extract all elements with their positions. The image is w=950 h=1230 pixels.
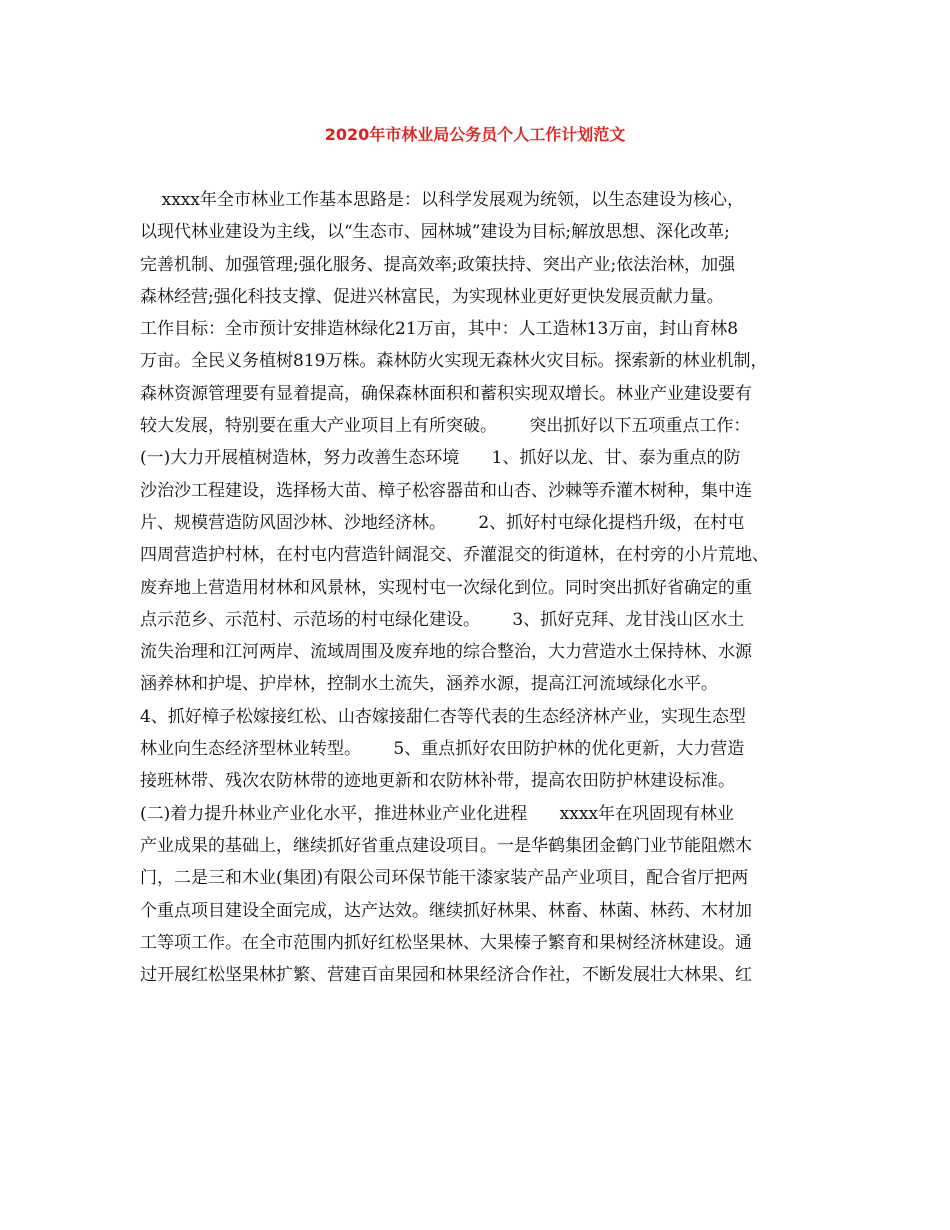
body-line: 工作目标：全市预计安排造林绿化21万亩，其中：人工造林13万亩，封山育林8: [140, 319, 739, 340]
body-line: 流失治理和江河两岸、流域周围及废弃地的综合整治，大力营造水土保持林、水源: [140, 642, 752, 663]
document-title: 2020年市林业局公务员个人工作计划范文: [324, 125, 626, 144]
body-line: 森林资源管理要有显着提高，确保森林面积和蓄积实现双增长。林业产业建设要有: [140, 383, 752, 404]
body-line: 产业成果的基础上，继续抓好省重点建设项目。一是华鹤集团金鹤门业节能阻燃木: [140, 835, 752, 856]
body-line: 4、抓好樟子松嫁接红松、山杏嫁接甜仁杏等代表的生态经济林产业，实现生态型: [140, 706, 746, 727]
document-body: [140, 184, 822, 991]
body-line: xxxx年全市林业工作基本思路是：以科学发展观为统领，以生态建设为核心，: [140, 190, 744, 210]
body-line: 森林经营;强化科技支撑、促进兴林富民，为实现林业更好更快发展贡献力量。: [140, 286, 724, 307]
body-line: 片、规模营造防风固沙林、沙地经济林。 2、抓好村屯绿化提档升级，在村屯: [140, 512, 745, 533]
body-line: 以现代林业建设为主线，以“生态市、园林城”建设为目标;解放思想、深化改革;: [140, 222, 730, 243]
body-line: 林业向生态经济型林业转型。 5、重点抓好农田防护林的优化更新，大力营造: [140, 739, 745, 760]
body-line: (二)着力提升林业产业化水平，推进林业产业化进程 xxxx年在巩固现有林业: [140, 803, 735, 824]
body-line: 四周营造护村林，在村屯内营造针阔混交、乔灌混交的街道林，在村旁的小片荒地、: [140, 545, 769, 566]
body-line: 个重点项目建设全面完成，达产达效。继续抓好林果、林畜、林菌、林药、木材加: [140, 900, 752, 921]
body-line: 门，二是三和木业(集团)有限公司环保节能干漆家装产品产业项目，配合省厅把两: [140, 868, 749, 889]
body-line: 较大发展，特别要在重大产业项目上有所突破。 突出抓好以下五项重点工作：: [140, 416, 751, 437]
body-line: 工等项工作。在全市范围内抓好红松坚果林、大果榛子繁育和果树经济林建设。通: [140, 932, 752, 953]
body-line: 过开展红松坚果林扩繁、营建百亩果园和林果经济合作社，不断发展壮大林果、红: [140, 965, 752, 986]
body-line: 废弃地上营造用材林和风景林，实现村屯一次绿化到位。同时突出抓好省确定的重: [140, 577, 752, 598]
body-line: 万亩。全民义务植树819万株。森林防火实现无森林火灾目标。探索新的林业机制，: [140, 351, 768, 372]
body-line: 沙治沙工程建设，选择杨大苗、樟子松容器苗和山杏、沙棘等乔灌木树种，集中连: [140, 480, 752, 501]
body-line: (一)大力开展植树造林，努力改善生态环境 1、抓好以龙、甘、泰为重点的防: [140, 448, 741, 469]
body-line: 接班林带、残次农防林带的迹地更新和农防林补带，提高农田防护林建设标准。: [140, 771, 735, 792]
body-line: 点示范乡、示范村、示范场的村屯绿化建设。 3、抓好克拜、龙甘浅山区水土: [140, 609, 745, 630]
body-line: 涵养林和护堤、护岸林，控制水土流失，涵养水源，提高江河流域绿化水平。: [140, 674, 718, 695]
body-line: 完善机制、加强管理;强化服务、提高效率;政策扶持、突出产业;依法治林，加强: [140, 254, 736, 275]
